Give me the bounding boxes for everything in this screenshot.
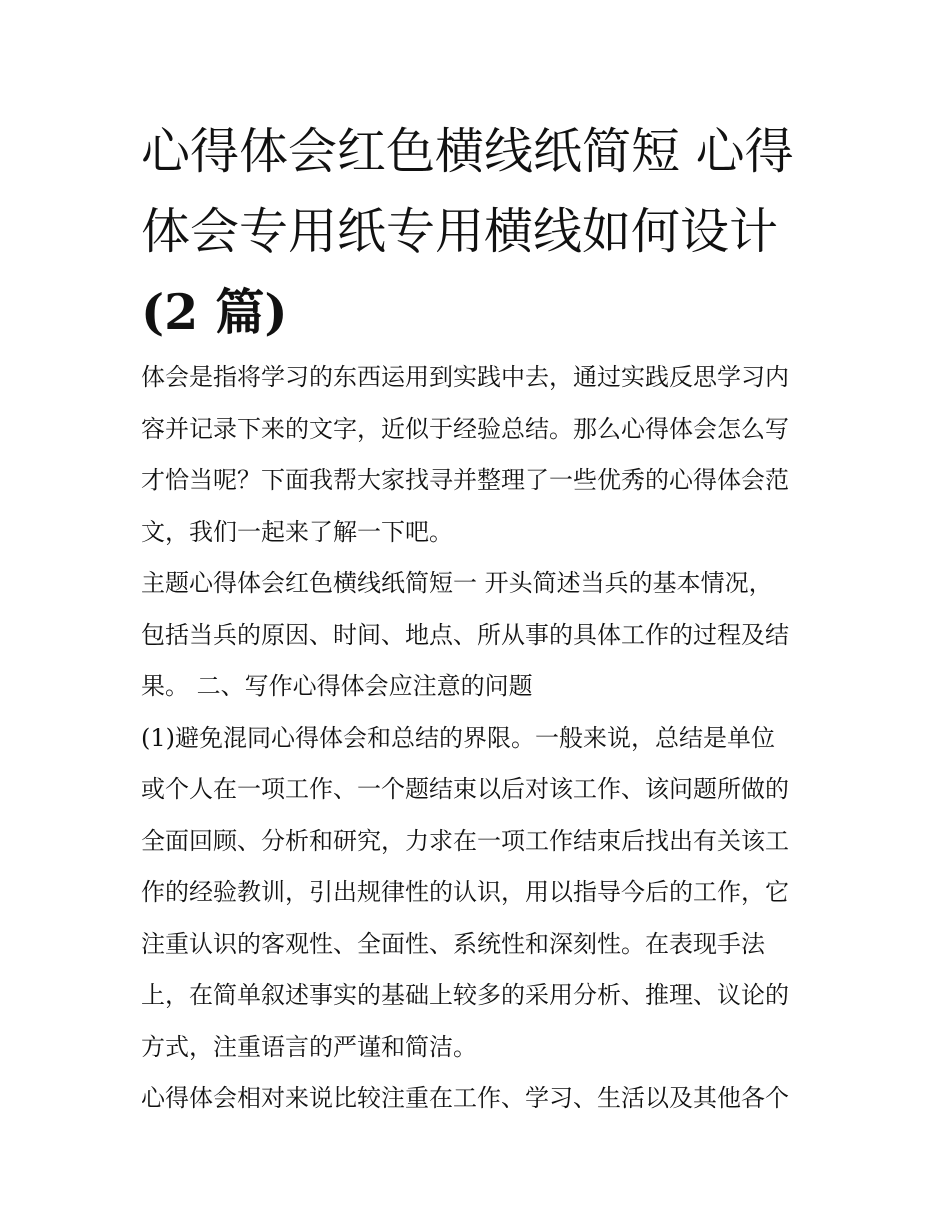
text-line: 包括当兵的原因、时间、地点、所从事的具体工作的过程及结 bbox=[141, 620, 789, 649]
document-body bbox=[141, 352, 813, 1125]
title-line: 心得体会红色横线纸简短 心得 bbox=[141, 123, 794, 180]
paragraph-topic bbox=[141, 558, 813, 713]
text-line: 果。 二、写作心得体会应注意的问题 bbox=[141, 672, 533, 700]
text-line: 容并记录下来的文字，近似于经验总结。那么心得体会怎么写 bbox=[141, 414, 789, 443]
text-line: 注重认识的客观性、全面性、系统性和深刻性。在表现手法 bbox=[141, 929, 765, 958]
text-line: 心得体会相对来说比较注重在工作、学习、生活以及其他各个 bbox=[141, 1084, 789, 1112]
text-line: 才恰当呢？下面我帮大家找寻并整理了一些优秀的心得体会范 bbox=[141, 466, 789, 494]
paragraph-intro bbox=[141, 352, 813, 558]
text-line: 体会是指将学习的东西运用到实践中去，通过实践反思学习内 bbox=[141, 363, 789, 391]
title-line: 体会专用纸专用横线如何设计 bbox=[141, 203, 779, 260]
text-line: (1)避免混同心得体会和总结的界限。一般来说，总结是单位 bbox=[141, 723, 775, 752]
text-line: 主题心得体会红色横线纸简短一 开头简述当兵的基本情况， bbox=[141, 569, 773, 597]
paragraph-continued bbox=[141, 1073, 813, 1125]
text-line: 文，我们一起来了解一下吧。 bbox=[141, 517, 453, 546]
text-line: 方式，注重语言的严谨和简洁。 bbox=[141, 1032, 477, 1061]
text-line: 全面回顾、分析和研究，力求在一项工作结束后找出有关该工 bbox=[141, 826, 789, 855]
text-line: 或个人在一项工作、一个题结束以后对该工作、该问题所做的 bbox=[141, 775, 789, 803]
text-line: 作的经验教训，引出规律性的认识，用以指导今后的工作，它 bbox=[141, 878, 789, 906]
document-title bbox=[141, 112, 821, 352]
paragraph-point-1 bbox=[141, 713, 813, 1074]
title-line: (2 篇) bbox=[141, 283, 288, 341]
text-line: 上，在简单叙述事实的基础上较多的采用分析、推理、议论的 bbox=[141, 981, 789, 1009]
